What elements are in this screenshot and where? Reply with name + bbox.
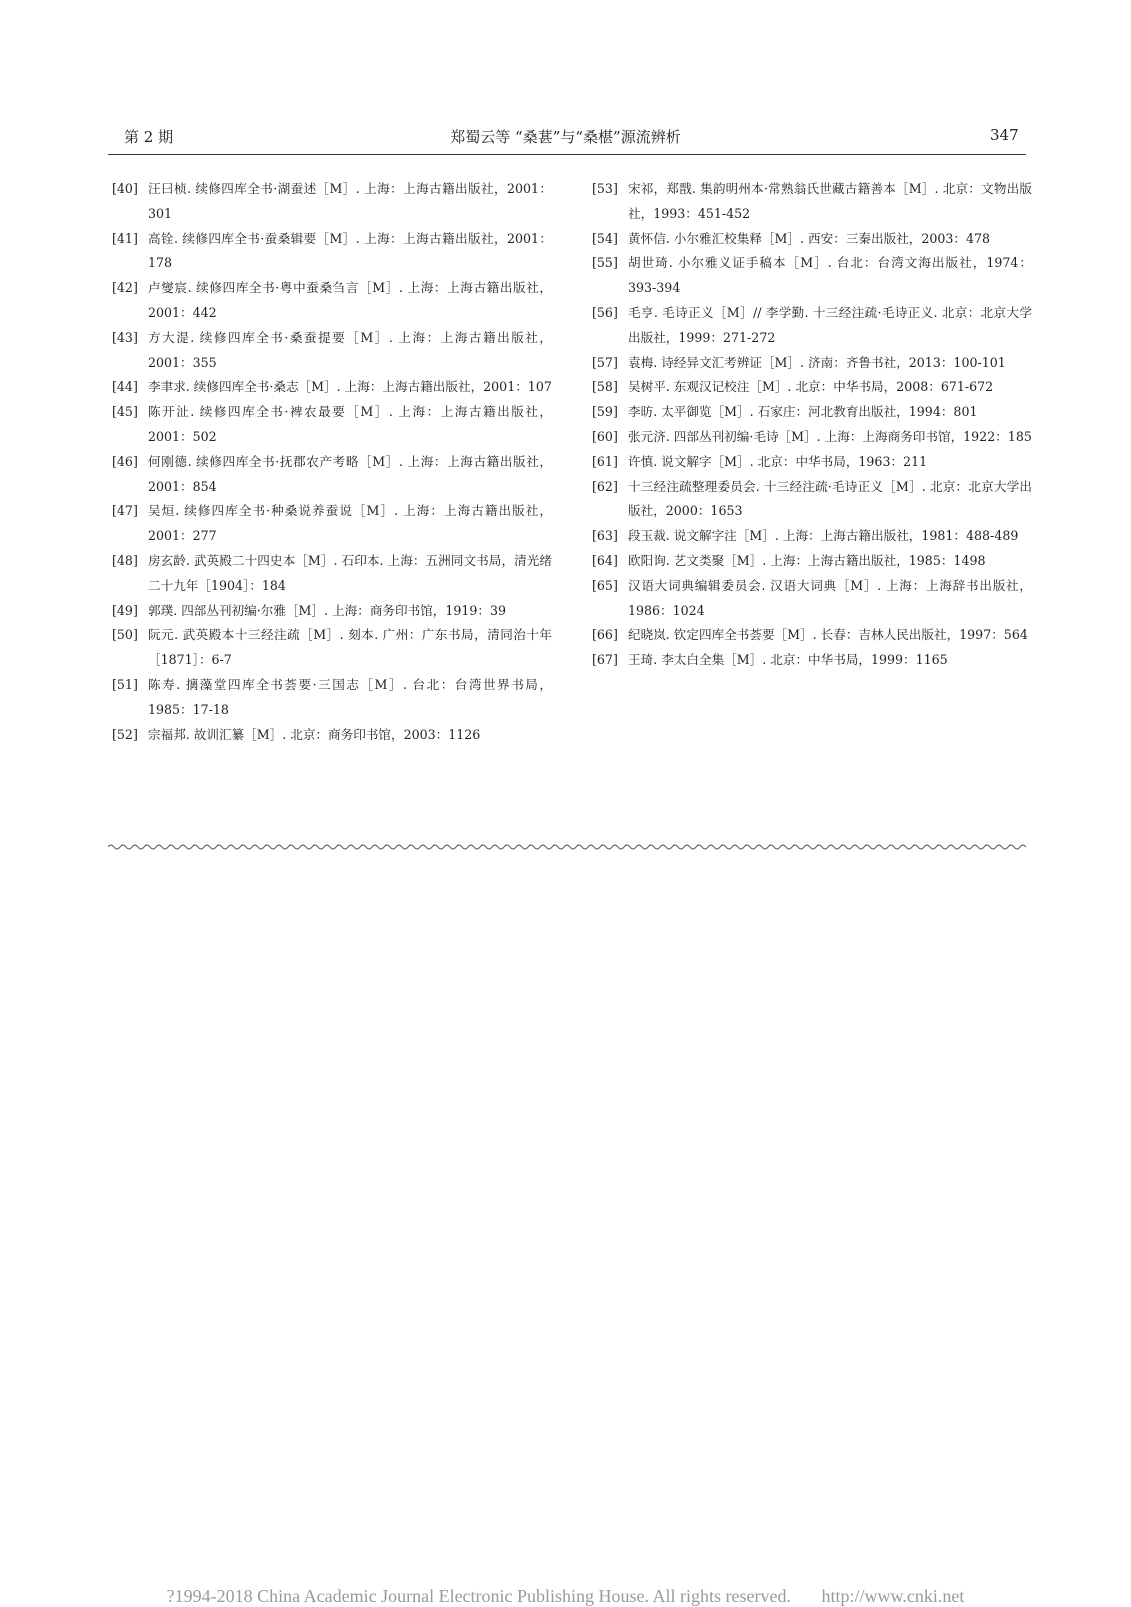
reference-item bbox=[592, 574, 1032, 624]
reference-number: [42] bbox=[112, 280, 138, 296]
reference-number: [60] bbox=[592, 428, 618, 444]
reference-number: [48] bbox=[112, 552, 138, 568]
reference-item bbox=[112, 723, 552, 748]
references-left-column bbox=[112, 177, 552, 747]
reference-text: 宗福邦. 故训汇纂［M］. 北京：商务印书馆，2003：1126 bbox=[148, 726, 481, 742]
reference-number: [46] bbox=[112, 453, 138, 469]
reference-number: [57] bbox=[592, 354, 618, 370]
reference-text: 李聿求. 续修四库全书·桑志［M］. 上海：上海古籍出版社，2001：107 bbox=[148, 379, 552, 395]
reference-number: [59] bbox=[592, 404, 618, 420]
reference-item bbox=[592, 475, 1032, 525]
reference-item bbox=[112, 375, 552, 400]
reference-item bbox=[592, 524, 1032, 549]
running-title: 郑蜀云等 “桑葚”与“桑椹”源流辨析 bbox=[450, 128, 681, 146]
reference-item bbox=[592, 623, 1032, 648]
reference-number: [44] bbox=[112, 379, 138, 395]
reference-number: [63] bbox=[592, 528, 618, 544]
reference-item bbox=[112, 177, 552, 227]
reference-text: 纪晓岚. 钦定四库全书荟要［M］. 长春：吉林人民出版社，1997：564 bbox=[628, 627, 1028, 643]
reference-text: 十三经注疏整理委员会. 十三经注疏·毛诗正义［M］. 北京：北京大学出版社，2000：1653 bbox=[628, 478, 1032, 519]
reference-number: [52] bbox=[112, 726, 138, 742]
reference-number: [49] bbox=[112, 602, 138, 618]
decorative-divider bbox=[108, 843, 1026, 851]
reference-item bbox=[592, 351, 1032, 376]
reference-item bbox=[592, 251, 1032, 301]
reference-number: [40] bbox=[112, 181, 138, 196]
reference-item bbox=[112, 326, 552, 376]
reference-number: [66] bbox=[592, 627, 618, 643]
reference-text: 袁梅. 诗经异文汇考辨证［M］. 济南：齐鲁书社，2013：100-101 bbox=[628, 354, 1006, 370]
reference-number: [50] bbox=[112, 627, 138, 643]
reference-item bbox=[112, 673, 552, 723]
reference-number: [67] bbox=[592, 652, 618, 668]
running-header bbox=[0, 126, 1131, 150]
reference-number: [62] bbox=[592, 478, 618, 494]
reference-item bbox=[112, 499, 552, 549]
reference-text: 汪曰桢. 续修四库全书·湖蚕述［M］. 上海：上海古籍出版社，2001：301 bbox=[148, 181, 552, 221]
reference-number: [41] bbox=[112, 230, 138, 246]
reference-number: [51] bbox=[112, 676, 138, 692]
reference-number: [56] bbox=[592, 304, 618, 320]
reference-number: [43] bbox=[112, 329, 138, 345]
reference-text: 陈寿. 摛藻堂四库全书荟要·三国志［M］. 台北：台湾世界书局，1985：17-18 bbox=[148, 676, 552, 717]
reference-text: 方大湜. 续修四库全书·桑蚕提要［M］. 上海：上海古籍出版社，2001：355 bbox=[148, 329, 552, 370]
reference-item bbox=[112, 276, 552, 326]
reference-text: 郭璞. 四部丛刊初编·尔雅［M］. 上海：商务印书馆，1919：39 bbox=[148, 602, 507, 618]
reference-item bbox=[592, 450, 1032, 475]
reference-number: [45] bbox=[112, 404, 138, 420]
reference-text: 何刚德. 续修四库全书·抚郡农产考略［M］. 上海：上海古籍出版社，2001：854 bbox=[148, 453, 552, 494]
reference-text: 许慎. 说文解字［M］. 北京：中华书局，1963：211 bbox=[628, 453, 928, 469]
reference-text: 欧阳询. 艺文类聚［M］. 上海：上海古籍出版社，1985：1498 bbox=[628, 552, 986, 568]
reference-text: 张元济. 四部丛刊初编·毛诗［M］. 上海：上海商务印书馆，1922：185 bbox=[628, 428, 1032, 444]
reference-text: 吴树平. 东观汉记校注［M］. 北京：中华书局，2008：671-672 bbox=[628, 379, 994, 395]
reference-text: 汉语大词典编辑委员会. 汉语大词典［M］. 上海：上海辞书出版社，1986：1024 bbox=[628, 577, 1032, 618]
reference-number: [53] bbox=[592, 181, 618, 196]
reference-text: 阮元. 武英殿本十三经注疏［M］. 刻本. 广州：广东书局，清同治十年［1871］：6-7 bbox=[148, 627, 552, 668]
reference-text: 卢燮宸. 续修四库全书·粤中蚕桑刍言［M］. 上海：上海古籍出版社，2001：442 bbox=[148, 280, 552, 320]
reference-text: 毛亨. 毛诗正义［M］// 李学勤. 十三经注疏·毛诗正义. 北京：北京大学出版社，1999：271-272 bbox=[628, 304, 1032, 345]
reference-item bbox=[592, 425, 1032, 450]
reference-item bbox=[112, 227, 552, 277]
reference-item bbox=[112, 549, 552, 599]
references-right-column bbox=[592, 177, 1032, 673]
page-number: 347 bbox=[990, 126, 1019, 144]
reference-number: [55] bbox=[592, 255, 618, 271]
reference-item bbox=[112, 599, 552, 624]
reference-number: [61] bbox=[592, 453, 618, 469]
reference-text: 高铨. 续修四库全书·蚕桑辑要［M］. 上海：上海古籍出版社，2001：178 bbox=[148, 230, 552, 271]
reference-text: 房玄龄. 武英殿二十四史本［M］. 石印本. 上海：五洲同文书局，清光绪二十九年［1904］：184 bbox=[148, 552, 552, 593]
reference-item bbox=[112, 450, 552, 500]
reference-text: 宋祁，郑戬. 集韵明州本·常熟翁氏世藏古籍善本［M］. 北京：文物出版社，1993：451-452 bbox=[628, 181, 1032, 221]
reference-text: 陈开沚. 续修四库全书·裨农最要［M］. 上海：上海古籍出版社，2001：502 bbox=[148, 404, 552, 444]
reference-number: [64] bbox=[592, 552, 618, 568]
reference-number: [54] bbox=[592, 230, 618, 246]
footer bbox=[0, 1586, 1131, 1607]
copyright-notice: ?1994-2018 China Academic Journal Electronic Publishing House. All rights reserved. bbox=[166, 1586, 792, 1606]
reference-item bbox=[592, 648, 1032, 673]
footer-url[interactable]: http://www.cnki.net bbox=[821, 1586, 965, 1606]
reference-item bbox=[592, 301, 1032, 351]
issue-label: 第 2 期 bbox=[124, 128, 174, 146]
reference-item bbox=[592, 375, 1032, 400]
reference-text: 胡世琦. 小尔雅义证手稿本［M］. 台北：台湾文海出版社，1974：393-394 bbox=[628, 255, 1032, 296]
reference-text: 黄怀信. 小尔雅汇校集释［M］. 西安：三秦出版社，2003：478 bbox=[628, 230, 991, 246]
reference-text: 李昉. 太平御览［M］. 石家庄：河北教育出版社，1994：801 bbox=[628, 404, 978, 420]
reference-text: 段玉裁. 说文解字注［M］. 上海：上海古籍出版社，1981：488-489 bbox=[628, 528, 1019, 544]
reference-item bbox=[592, 549, 1032, 574]
reference-item bbox=[592, 177, 1032, 227]
reference-item bbox=[112, 623, 552, 673]
reference-item bbox=[592, 227, 1032, 252]
reference-text: 吴烜. 续修四库全书·种桑说养蚕说［M］. 上海：上海古籍出版社，2001：277 bbox=[148, 503, 552, 544]
reference-text: 王琦. 李太白全集［M］. 北京：中华书局，1999：1165 bbox=[628, 652, 948, 668]
reference-item bbox=[592, 400, 1032, 425]
reference-number: [65] bbox=[592, 577, 618, 593]
reference-number: [47] bbox=[112, 503, 138, 519]
header-rule bbox=[108, 154, 1026, 155]
reference-item bbox=[112, 400, 552, 450]
reference-number: [58] bbox=[592, 379, 618, 395]
